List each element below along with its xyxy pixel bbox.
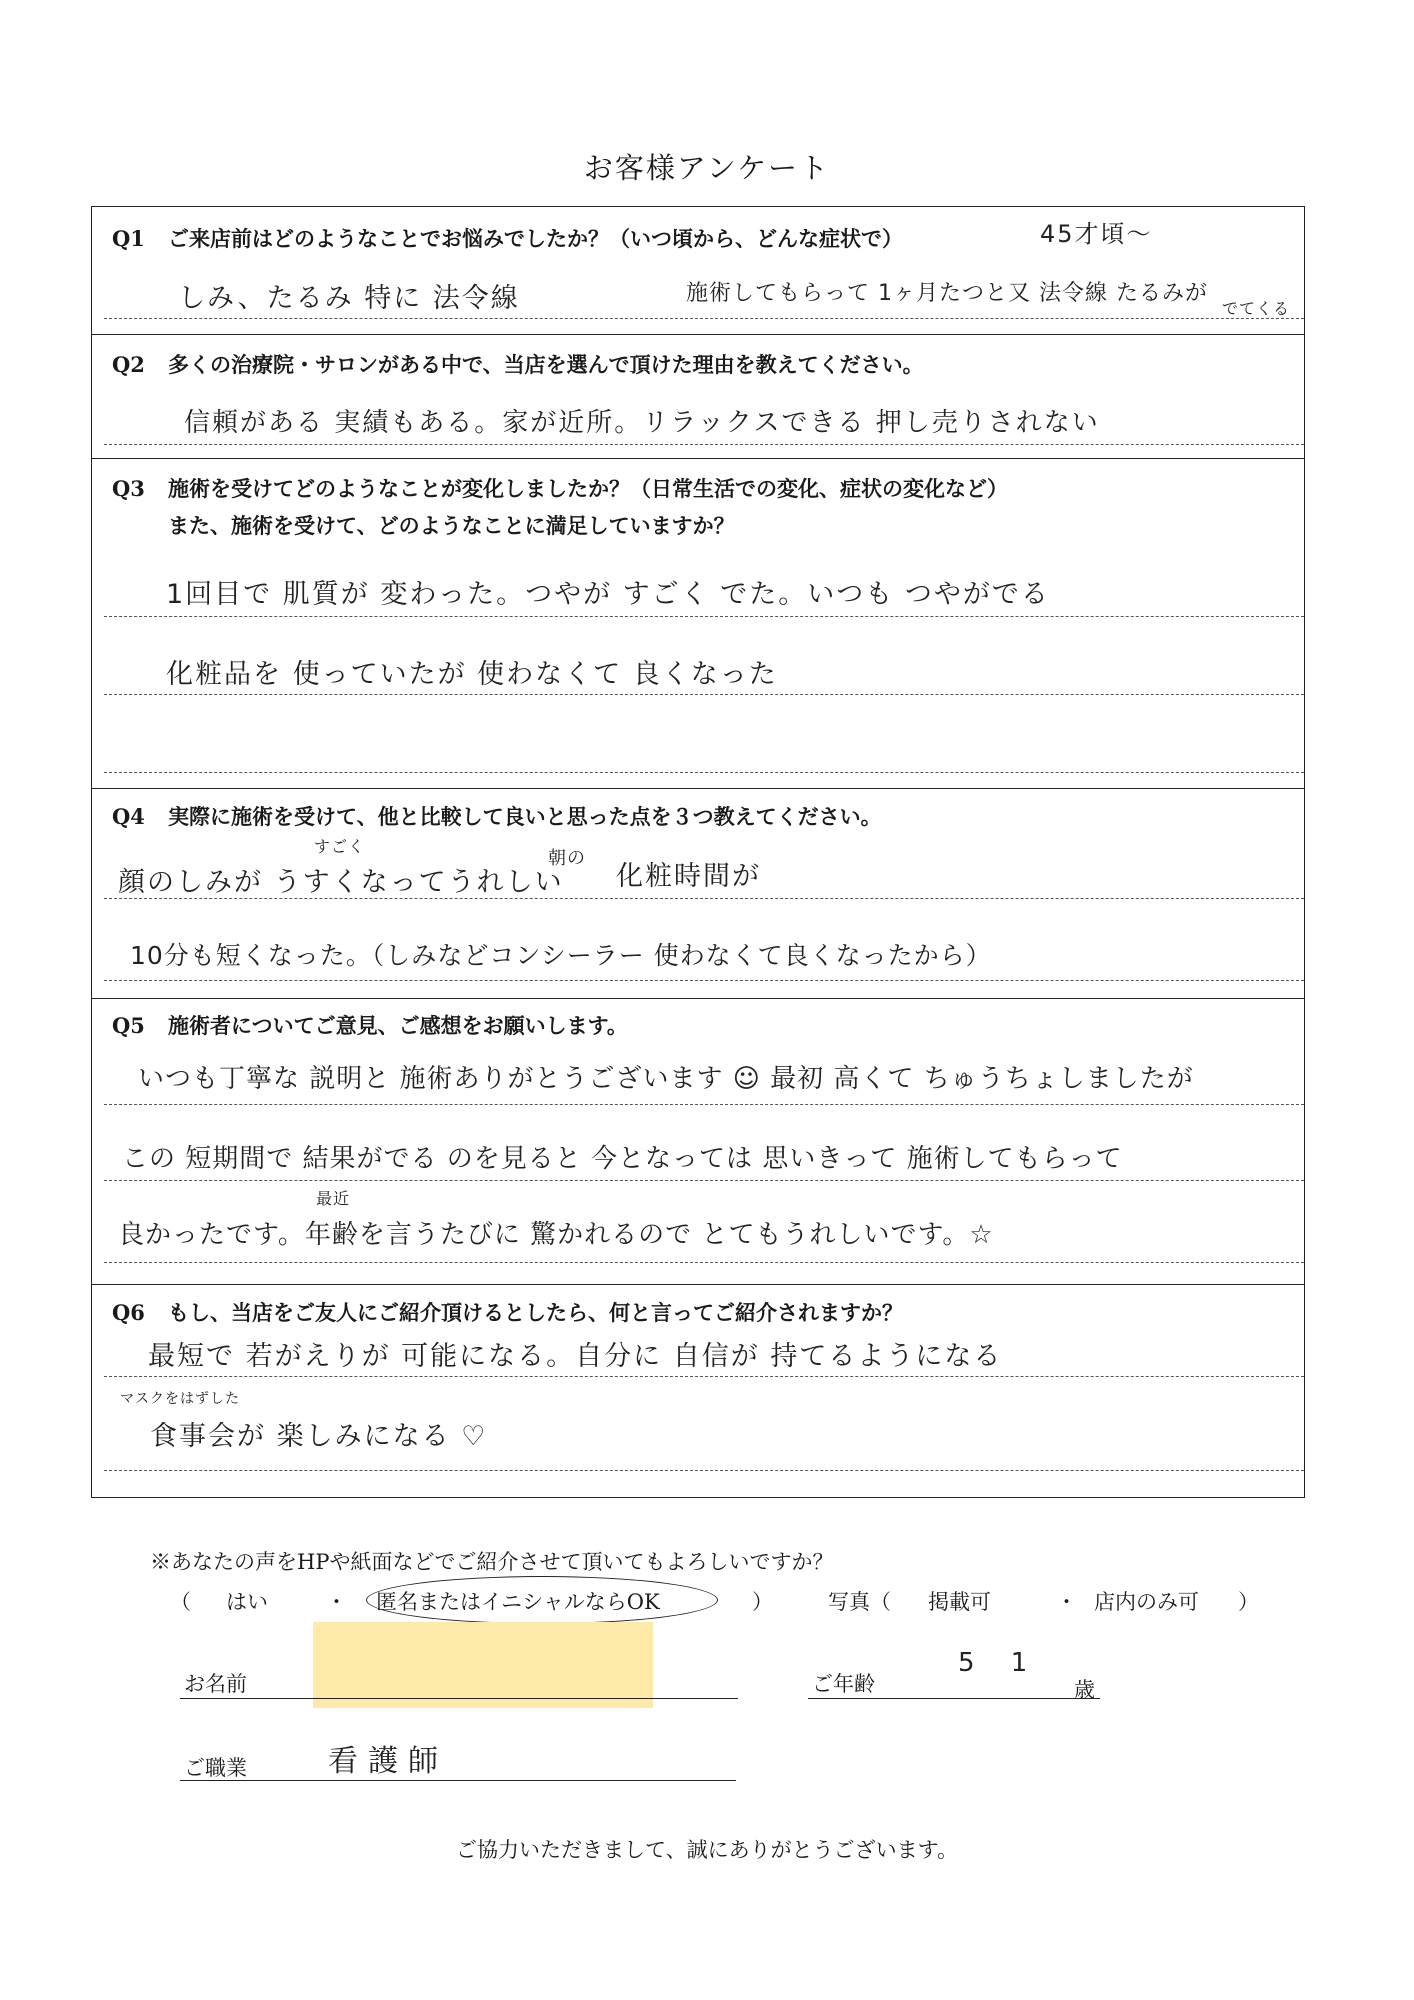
- answer-q3-line1: 1回目で 肌質が 変わった。つやが すごく でた。いつも つやがでる: [166, 579, 1050, 610]
- consent-yes-option[interactable]: はい: [226, 1590, 268, 1614]
- question-3: [112, 473, 1008, 503]
- question-1: [112, 223, 903, 253]
- redacted-name: [313, 1622, 653, 1708]
- section-divider: [91, 458, 1305, 459]
- name-underline: [180, 1698, 738, 1699]
- consent-close-paren: ）: [752, 1590, 773, 1614]
- question-number: Q3: [112, 476, 145, 501]
- question-text: また、施術を受けて、どのようなことに満足していますか？: [168, 513, 735, 538]
- answer-line: [104, 1470, 1304, 1471]
- question-number: Q2: [112, 352, 145, 377]
- answer-line: [104, 1262, 1304, 1263]
- occupation-value: 看護師: [328, 1744, 448, 1779]
- age-value: 5 1: [958, 1648, 1042, 1678]
- occupation-underline: [180, 1780, 736, 1781]
- answer-q6-sup: マスクをはずした: [120, 1391, 240, 1407]
- question-number: Q6: [112, 1300, 145, 1325]
- age-label: ご年齢: [812, 1672, 875, 1696]
- answer-q5-line1: いつも丁寧な 説明と 施術ありがとうございます ☺ 最初 高くて ちゅうちょしましたが: [138, 1064, 1194, 1094]
- photo-close-paren: ）: [1238, 1590, 1259, 1614]
- question-6: [112, 1297, 903, 1327]
- section-divider: [91, 334, 1305, 335]
- answer-line: [104, 694, 1304, 695]
- section-divider: [91, 788, 1305, 789]
- question-5: [112, 1010, 628, 1040]
- answer-line: [104, 772, 1304, 773]
- occupation-label: ご職業: [184, 1756, 247, 1780]
- question-3-line2: [168, 510, 735, 540]
- question-text: 実際に施術を受けて、他と比較して良いと思った点を３つ教えてください。: [168, 804, 882, 829]
- answer-q4-sup1: すごく: [314, 837, 366, 856]
- question-4: [112, 801, 882, 831]
- survey-title: お客様アンケート: [583, 151, 831, 185]
- answer-q1-note: 45才頃～: [1040, 220, 1153, 248]
- question-number: Q5: [112, 1013, 145, 1038]
- answer-line: [104, 1180, 1304, 1181]
- question-number: Q4: [112, 804, 145, 829]
- answer-line: [104, 318, 1304, 319]
- name-label: お名前: [184, 1672, 247, 1696]
- question-text: 施術者についてご意見、ご感想をお願いします。: [168, 1013, 628, 1038]
- answer-q4-line1: 顔のしみが うすくなってうれしい: [118, 867, 564, 898]
- consent-note: ※あなたの声をHPや紙面などでご紹介させて頂いてもよろしいですか？: [150, 1550, 834, 1574]
- answer-q1-line1c: でてくる: [1222, 299, 1291, 318]
- answer-line: [104, 444, 1304, 445]
- section-divider: [91, 998, 1305, 999]
- answer-line: [104, 1104, 1304, 1105]
- question-text: ご来店前はどのようなことでお悩みでしたか？（いつ頃から、どんな症状で）: [168, 226, 903, 251]
- consent-separator: ・: [326, 1590, 347, 1614]
- answer-line: [104, 616, 1304, 617]
- answer-q5-line3: 良かったです。年齢を言うたびに 驚かれるので とてもうれしいです。☆: [118, 1220, 994, 1250]
- answer-q1-line1: しみ、たるみ 特に 法令線: [178, 283, 520, 314]
- photo-store-only-option[interactable]: 店内のみ可: [1094, 1590, 1199, 1614]
- answer-q4-sup2: 朝の: [548, 848, 586, 869]
- answer-line: [104, 898, 1304, 899]
- answer-q2-line1: 信頼がある 実績もある。家が近所。リラックスできる 押し売りされない: [184, 408, 1100, 438]
- answer-q6-line1: 最短で 若がえりが 可能になる。自分に 自信が 持てるようになる: [148, 1341, 1003, 1372]
- answer-q5-sup: 最近: [316, 1189, 351, 1208]
- thanks-message: ご協力いただきまして、誠にありがとうございます。: [456, 1838, 958, 1862]
- answer-q4-line2: 10分も短くなった。（しみなどコンシーラー 使わなくて良くなったから）: [130, 941, 992, 970]
- answer-q4-line1b: 化粧時間が: [616, 861, 761, 892]
- question-number: Q1: [112, 226, 145, 251]
- answer-q6-line2: 食事会が 楽しみになる ♡: [150, 1421, 488, 1452]
- question-text: 多くの治療院・サロンがある中で、当店を選んで頂けた理由を教えてください。: [168, 352, 924, 377]
- photo-ok-option[interactable]: 掲載可: [928, 1590, 991, 1614]
- answer-q5-line2: この 短期間で 結果がでる のを見ると 今となっては 思いきって 施術してもらって: [122, 1144, 1123, 1174]
- question-text: もし、当店をご友人にご紹介頂けるとしたら、何と言ってご紹介されますか？: [168, 1300, 903, 1325]
- consent-open-paren: （: [170, 1590, 191, 1614]
- answer-line: [104, 1376, 1304, 1377]
- age-unit: 歳: [1074, 1678, 1095, 1702]
- consent-anonymous-option[interactable]: 匿名またはイニシャルならOK: [376, 1590, 660, 1614]
- answer-q1-line1b: 施術してもらって 1ヶ月たつと又 法令線 たるみが: [686, 281, 1208, 306]
- age-underline: [808, 1698, 1100, 1699]
- section-divider: [91, 1284, 1305, 1285]
- answer-q3-line2: 化粧品を 使っていたが 使わなくて 良くなった: [166, 659, 778, 690]
- question-2: [112, 349, 924, 379]
- photo-separator: ・: [1056, 1590, 1077, 1614]
- answer-line: [104, 980, 1304, 981]
- photo-label: 写真（: [828, 1590, 891, 1614]
- question-text: 施術を受けてどのようなことが変化しましたか？（日常生活での変化、症状の変化など）: [168, 476, 1008, 501]
